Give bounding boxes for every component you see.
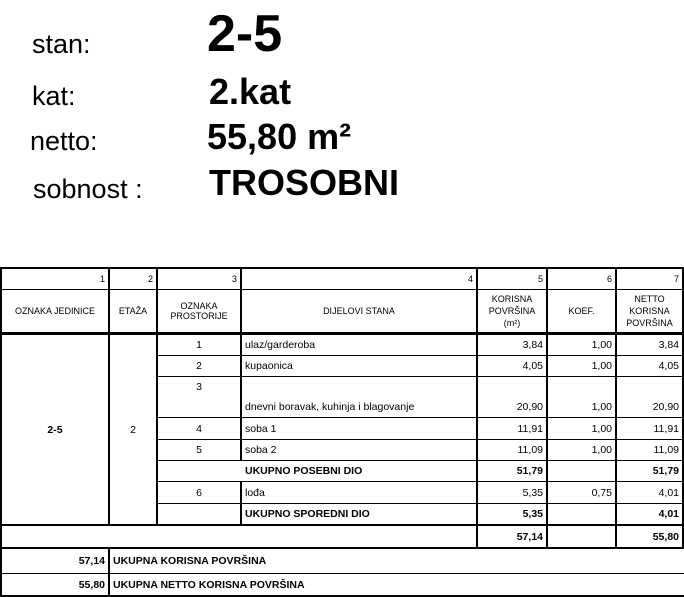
netto-value: 55,80 m² (207, 116, 352, 157)
room-coef: 1,00 (591, 422, 612, 435)
sporedni-label: UKUPNO SPOREDNI DIO (245, 508, 370, 520)
room-number: 5 (196, 444, 202, 456)
area-table (0, 267, 684, 597)
sobnost-label: sobnost : (33, 174, 143, 204)
summary-label: UKUPNA KORISNA POVRŠINA (113, 555, 267, 567)
col-number-1: 1 (99, 274, 105, 284)
sporedni-area: 5,35 (522, 508, 543, 520)
col-number-7: 7 (673, 274, 679, 284)
room-name: dnevni boravak, kuhinja i blagovanje (245, 401, 415, 413)
room-area: 5,35 (522, 486, 543, 499)
room-area: 3,84 (522, 339, 543, 351)
header-oznaka-prostorije: OZNAKA PROSTORIJE (170, 301, 228, 321)
header-koef: KOEF. (568, 306, 595, 316)
header-korisna-povrsina: KORISNA POVRŠINA (m²) (488, 294, 536, 328)
col-number-4: 4 (467, 274, 473, 284)
summary-value: 55,80 (78, 578, 105, 591)
room-net: 20,90 (652, 401, 679, 413)
col-number-2: 2 (147, 274, 153, 284)
room-number: 1 (196, 339, 202, 351)
room-net: 11,09 (653, 444, 679, 456)
room-name: kupaonica (245, 360, 293, 372)
posebni-label: UKUPNO POSEBNI DIO (245, 465, 363, 477)
header-netto-povrsina: NETTO KORISNA POVRŠINA (626, 294, 673, 328)
summary-value: 57,14 (78, 555, 105, 567)
stan-value: 2-5 (207, 5, 283, 63)
room-name: ulaz/garderoba (245, 339, 316, 351)
stan-label: stan: (32, 29, 91, 59)
netto-label: netto: (30, 126, 98, 156)
room-coef: 1,00 (591, 339, 612, 351)
room-name: soba 1 (245, 422, 277, 435)
col-number-6: 6 (606, 274, 612, 284)
kat-label: kat: (32, 81, 76, 111)
room-net: 4,05 (658, 360, 679, 372)
room-coef: 1,00 (591, 444, 612, 456)
room-area: 11,91 (517, 422, 543, 435)
room-area: 4,05 (522, 360, 543, 372)
sobnost-value: TROSOBNI (209, 162, 400, 203)
room-area: 20,90 (516, 401, 543, 413)
room-name: soba 2 (245, 444, 277, 456)
room-name: lođa (245, 486, 265, 499)
room-net: 4,01 (658, 486, 679, 499)
room-area: 11,09 (517, 444, 543, 456)
total-area: 57,14 (516, 530, 543, 543)
header-oznaka-jedinice: OZNAKA JEDINICE (14, 306, 95, 316)
room-number: 2 (196, 360, 202, 372)
room-number: 4 (196, 422, 202, 435)
sporedni-net: 4,01 (658, 508, 679, 520)
room-coef: 1,00 (591, 360, 612, 372)
col-number-3: 3 (231, 274, 237, 284)
room-net: 3,84 (658, 339, 679, 351)
room-coef: 0,75 (591, 486, 612, 499)
unit-id: 2-5 (47, 423, 63, 436)
kat-value: 2.kat (209, 71, 292, 112)
floor: 2 (130, 423, 136, 436)
col-number-5: 5 (537, 274, 543, 284)
posebni-net: 51,79 (652, 465, 679, 477)
room-net: 11,91 (653, 422, 679, 435)
header-etaza: ETAŽA (118, 306, 148, 316)
room-coef: 1,00 (591, 401, 612, 413)
total-net: 55,80 (652, 530, 679, 543)
header-dijelovi-stana: DIJELOVI STANA (323, 306, 395, 316)
posebni-area: 51,79 (516, 465, 543, 477)
summary-label: UKUPNA NETTO KORISNA POVRŠINA (113, 578, 305, 591)
room-number: 3 (196, 381, 202, 393)
room-number: 6 (196, 486, 202, 499)
